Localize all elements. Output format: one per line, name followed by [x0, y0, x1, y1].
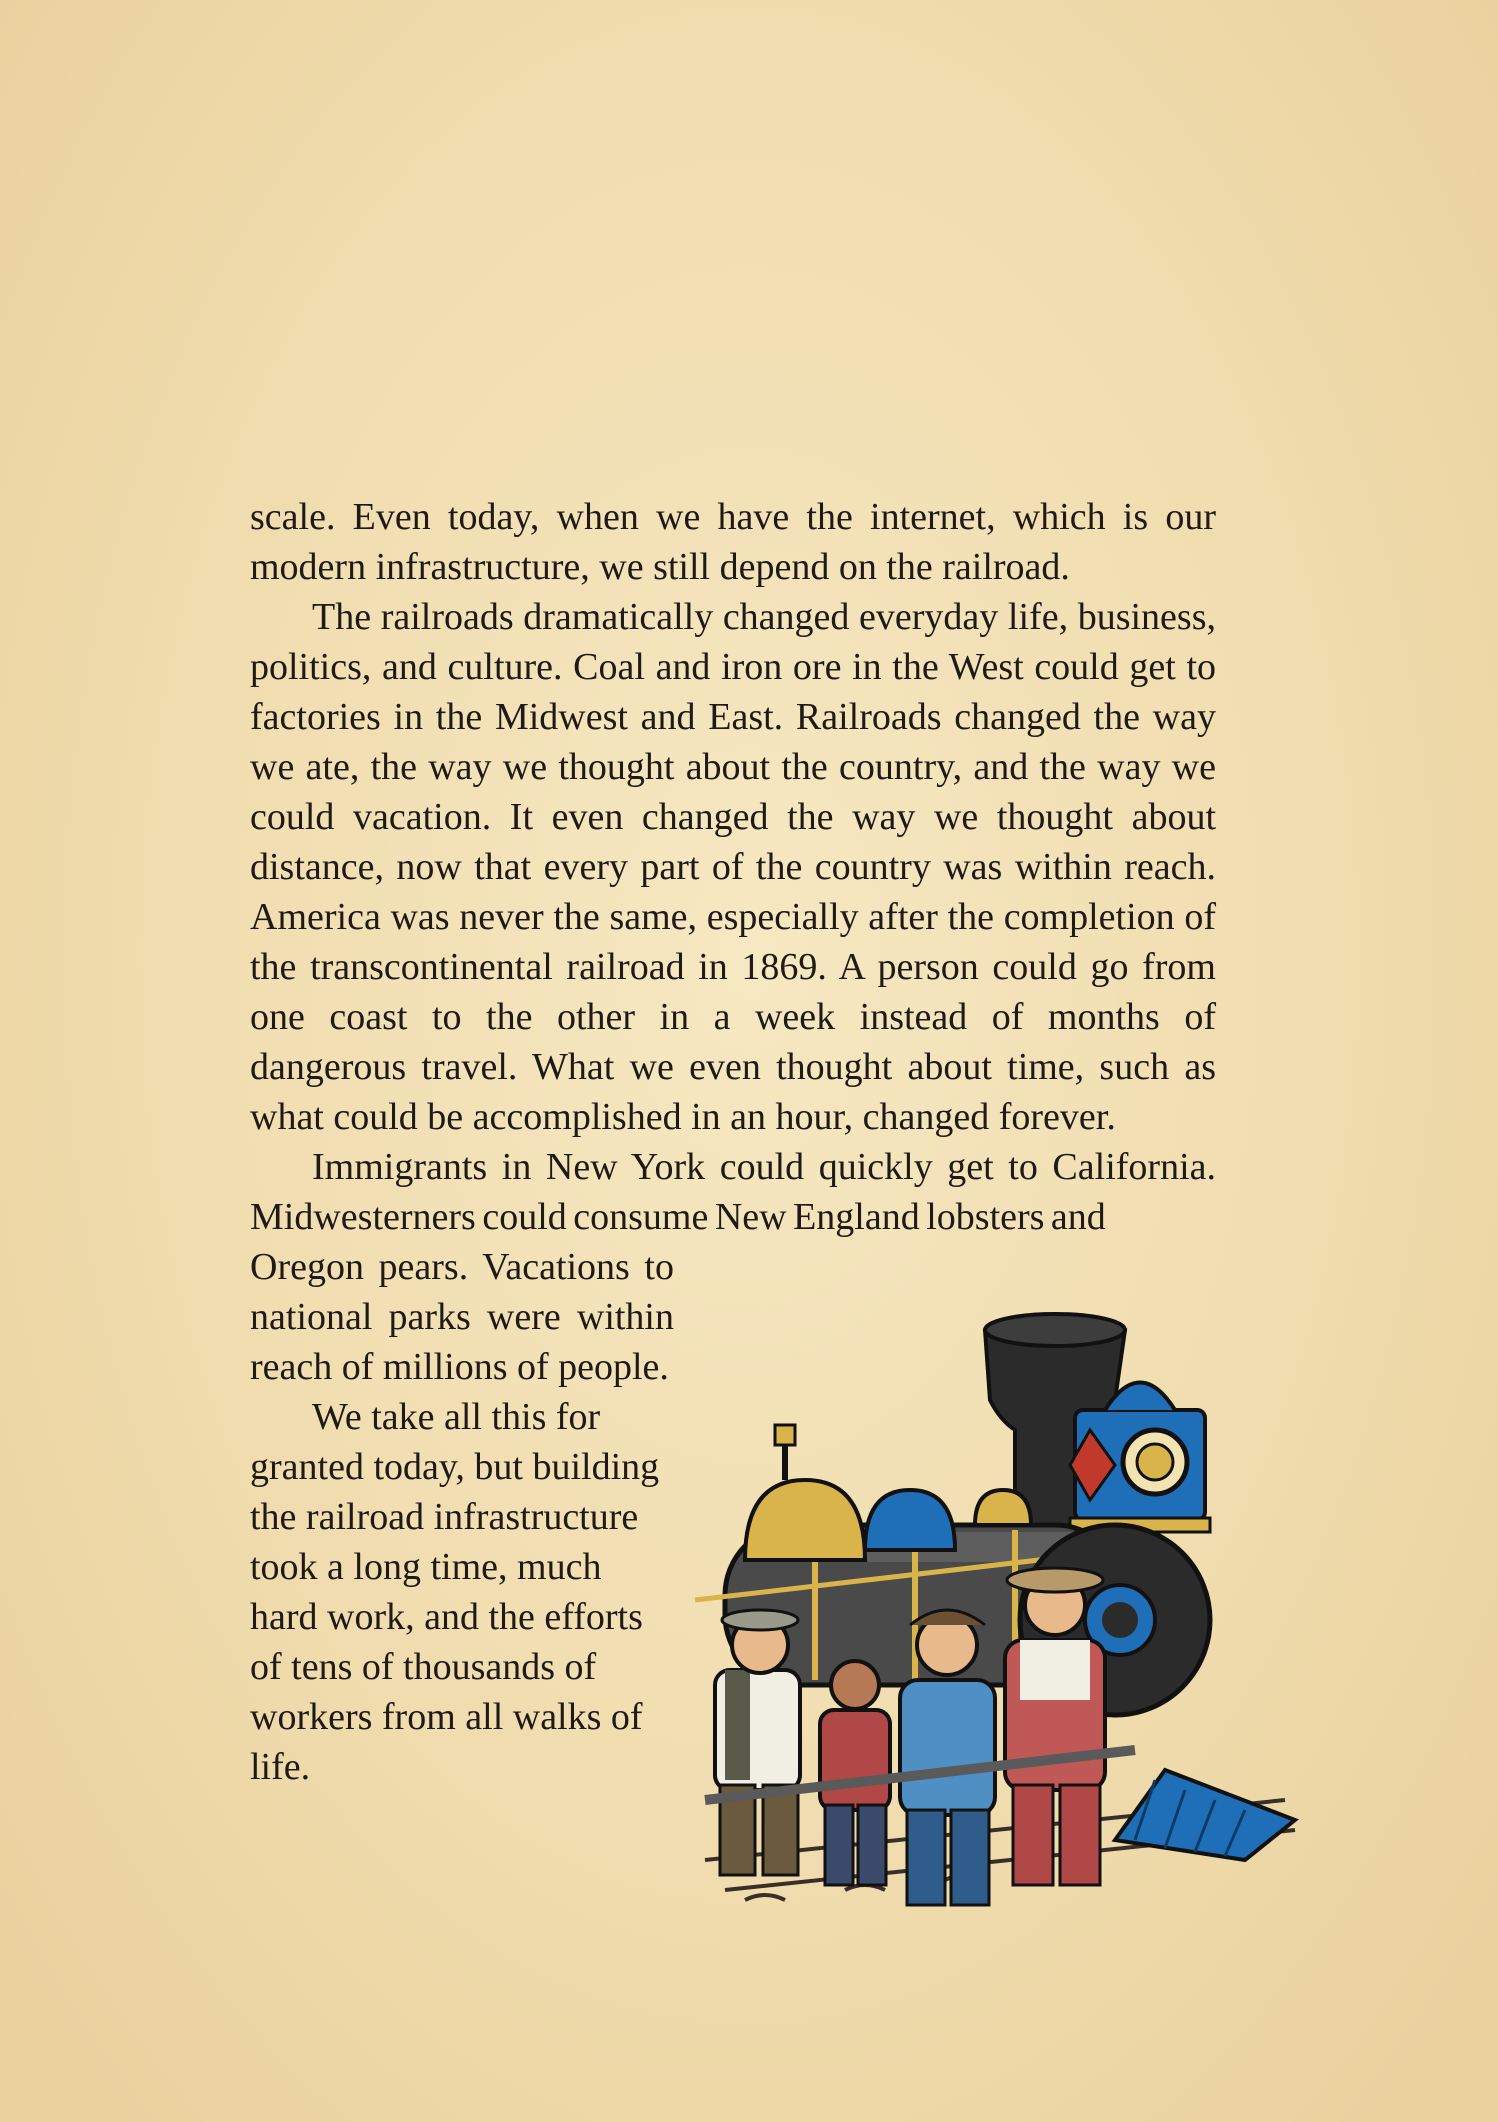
worker-white-shirt [715, 1610, 800, 1875]
steam-locomotive-with-workers-icon [685, 1300, 1305, 1930]
worker-red-shirt [820, 1661, 890, 1885]
paragraph-immigrants: Immigrants in New York could quickly get to California. Midwesterners could consume New England lobsters and [250, 1146, 1216, 1238]
paragraph-vacations: Oregon pears. Vacations to national parks were within reach of millions of people. [250, 1246, 674, 1388]
paragraph-railroads-changed: The railroads dramatically changed everyday life, business, politics, and culture. Coal and iron ore in the West could get to factories in the Midwest and East. Railroads changed the way we ate, the way we thought about the country, and the way we could vacation. It even changed the way we thought about distance, now that every part of the country was within reach. America was never the same, especially after the completion of the transcontinental railroad in 1869. A person could go from one coast to the other in a week instead of months of dangerous travel. What we even thought about time, such as what could be accomplished in an hour, changed forever. [250, 596, 1216, 1138]
paragraph-take-for-granted: We take all this for granted today, but building the railroad infrastructure took a long time, much hard work, and the efforts of tens of thousands of workers from all walks of life. [250, 1396, 660, 1788]
paragraph-continuation: scale. Even today, when we have the internet, which is our modern infrastructure, we still depend on the railroad. [250, 496, 1216, 588]
